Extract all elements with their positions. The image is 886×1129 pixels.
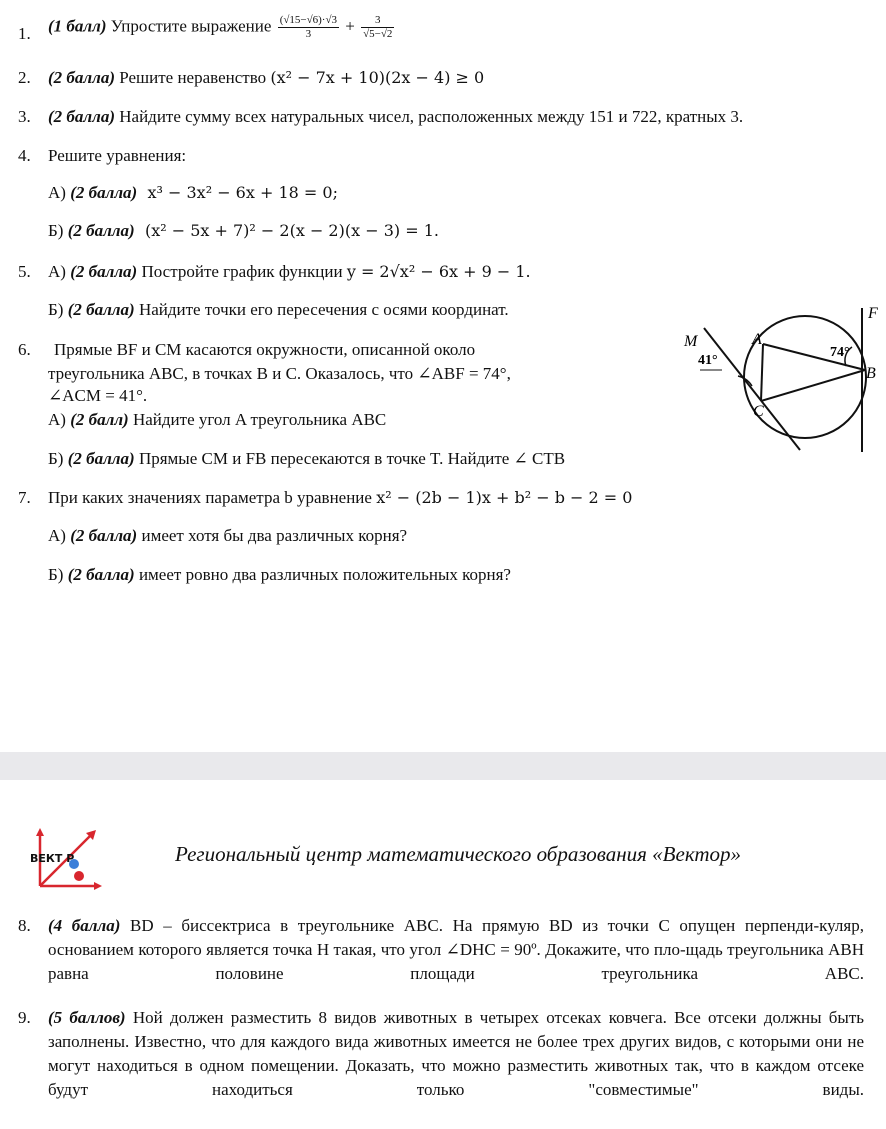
- label-f: F: [868, 305, 878, 322]
- problem-7-number: 7.: [18, 488, 31, 507]
- problem-3-number: 3.: [18, 107, 31, 126]
- problem-8-text: BD – биссектриса в треугольнике ABC. На прямую BD из точки С опущен перпенди-куляр, основанием которого является точка H такая, что угол ∠DHC = 90º. Докажите, что пло-щадь треугольника ABH равна половине площади треугольника ABC.: [48, 916, 864, 983]
- problem-4b-points: (2 балла): [67, 221, 135, 240]
- problem-5b-points: (2 балла): [67, 300, 135, 319]
- problem-7a-points: (2 балла): [70, 526, 138, 545]
- segment-bc: [761, 370, 865, 401]
- problem-4-text: Решите уравнения:: [48, 146, 187, 165]
- problem-5a-label: А): [48, 262, 66, 281]
- problem-4-number: 4.: [18, 146, 31, 165]
- problem-6-line-1: Прямые BF и CM касаются окружности, описанной около: [54, 340, 476, 359]
- problem-4b-label: Б): [48, 221, 64, 240]
- page-separator: [0, 752, 886, 780]
- label-a: A: [752, 331, 762, 348]
- problem-1-points: (1 балл): [48, 16, 107, 36]
- problem-5a: [48, 262, 531, 282]
- problem-7a: [48, 526, 407, 546]
- label-b: B: [866, 365, 876, 382]
- fraction-2-denominator: √5−√2: [363, 28, 393, 40]
- problem-5a-math: y = 2√x² − 6x + 9 − 1.: [346, 262, 531, 281]
- problem-4a-label: А): [48, 183, 66, 202]
- problem-5a-points: (2 балла): [70, 262, 138, 281]
- problem-6a: [48, 410, 386, 430]
- fraction-2: [361, 14, 394, 41]
- problem-9-points: (5 баллов): [48, 1008, 126, 1027]
- problem-4a: [48, 183, 338, 203]
- label-m: M: [684, 333, 698, 350]
- problem-7-text: При каких значениях параметра b уравнение: [48, 488, 372, 507]
- problem-4a-points: (2 балла): [70, 183, 138, 202]
- problem-1-number: 1.: [18, 24, 31, 43]
- problem-4b: [48, 221, 439, 241]
- problem-3-text: Найдите сумму всех натуральных чисел, расположенных между 151 и 722, кратных 3.: [119, 107, 744, 126]
- problem-4b-math: (x² − 5x + 7)² − 2(x − 2)(x − 3) = 1.: [144, 221, 439, 240]
- problem-3-points: (2 балла): [48, 107, 116, 126]
- problem-7b-points: (2 балла): [67, 565, 135, 584]
- problem-8-number: 8.: [18, 916, 31, 935]
- problem-8: [48, 914, 864, 1010]
- problem-6b-text: Прямые CM и FB пересекаются в точке T. Найдите ∠ CTB: [138, 449, 566, 468]
- problem-6b: [48, 449, 565, 469]
- header-title: Региональный центр математического образования «Вектор»: [175, 842, 742, 866]
- problem-6-line-3: ∠ACM = 41°.: [48, 386, 148, 405]
- problem-5b-text: Найдите точки его пересечения с осями координат.: [138, 300, 509, 319]
- problem-7a-label: А): [48, 526, 66, 545]
- problem-7b-text: имеет ровно два различных положительных корня?: [138, 565, 511, 584]
- problem-4a-math: x³ − 3x² − 6x + 18 = 0;: [147, 183, 338, 202]
- problem-1-text: Упростите выражение: [110, 16, 272, 36]
- problem-9: [48, 1006, 864, 1126]
- fraction-1: [278, 14, 339, 41]
- problem-1: [48, 14, 396, 41]
- problem-2: [48, 68, 484, 88]
- problem-6a-text: Найдите угол A треугольника ABC: [132, 410, 387, 429]
- problem-5a-text: Постройте график функции: [141, 262, 343, 281]
- problem-5b-label: Б): [48, 300, 64, 319]
- fraction-1-numerator: (√15−√6)·√3: [279, 14, 337, 26]
- problem-9-number: 9.: [18, 1008, 31, 1027]
- problem-2-points: (2 балла): [48, 68, 116, 87]
- problem-2-text: Решите неравенство: [119, 68, 267, 87]
- problem-6-number: 6.: [18, 340, 31, 359]
- label-angle-74: 74°: [830, 345, 850, 360]
- problem-3: [48, 107, 743, 127]
- vektor-logo: [30, 826, 106, 892]
- problem-7b-label: Б): [48, 565, 64, 584]
- problem-8-points: (4 балла): [48, 916, 121, 935]
- problem-2-number: 2.: [18, 68, 31, 87]
- problem-5-number: 5.: [18, 262, 31, 281]
- problem-6-line-2: треугольника ABC, в точках B и C. Оказалось, что ∠ABF = 74°,: [48, 364, 511, 383]
- problem-6a-label: А): [48, 410, 66, 429]
- problem-7: [48, 488, 632, 508]
- problem-7b: [48, 565, 511, 585]
- fraction-1-denominator: 3: [305, 28, 312, 40]
- label-c: C: [753, 403, 764, 420]
- fraction-2-numerator: 3: [361, 14, 394, 28]
- geometry-figure: [660, 300, 886, 460]
- problem-6b-label: Б): [48, 449, 64, 468]
- problem-9-text: Ной должен разместить 8 видов животных в четырех отсеках ковчега. Все отсеки должны быть заполнены. Известно, что для каждого вида животных имеется не более трех других видов, с которыми они не могут находиться в одном помещении. Доказать, что можно разместить животных так, что в каждом отсеке будут находиться только "совместимые" виды.: [48, 1008, 864, 1099]
- problem-7-math: x² − (2b − 1)x + b² − b − 2 = 0: [376, 488, 633, 507]
- plus-sign: +: [345, 16, 355, 36]
- logo-text: ВЕКТ Р: [30, 852, 75, 865]
- problem-5b: [48, 300, 509, 320]
- problem-6b-points: (2 балла): [67, 449, 135, 468]
- problem-2-math: (x² − 7x + 10)(2x − 4) ≥ 0: [270, 68, 485, 87]
- segment-ac: [761, 344, 763, 401]
- label-angle-41: 41°: [698, 353, 718, 368]
- problem-7a-text: имеет хотя бы два различных корня?: [141, 526, 408, 545]
- problem-6a-points: (2 балл): [70, 410, 129, 429]
